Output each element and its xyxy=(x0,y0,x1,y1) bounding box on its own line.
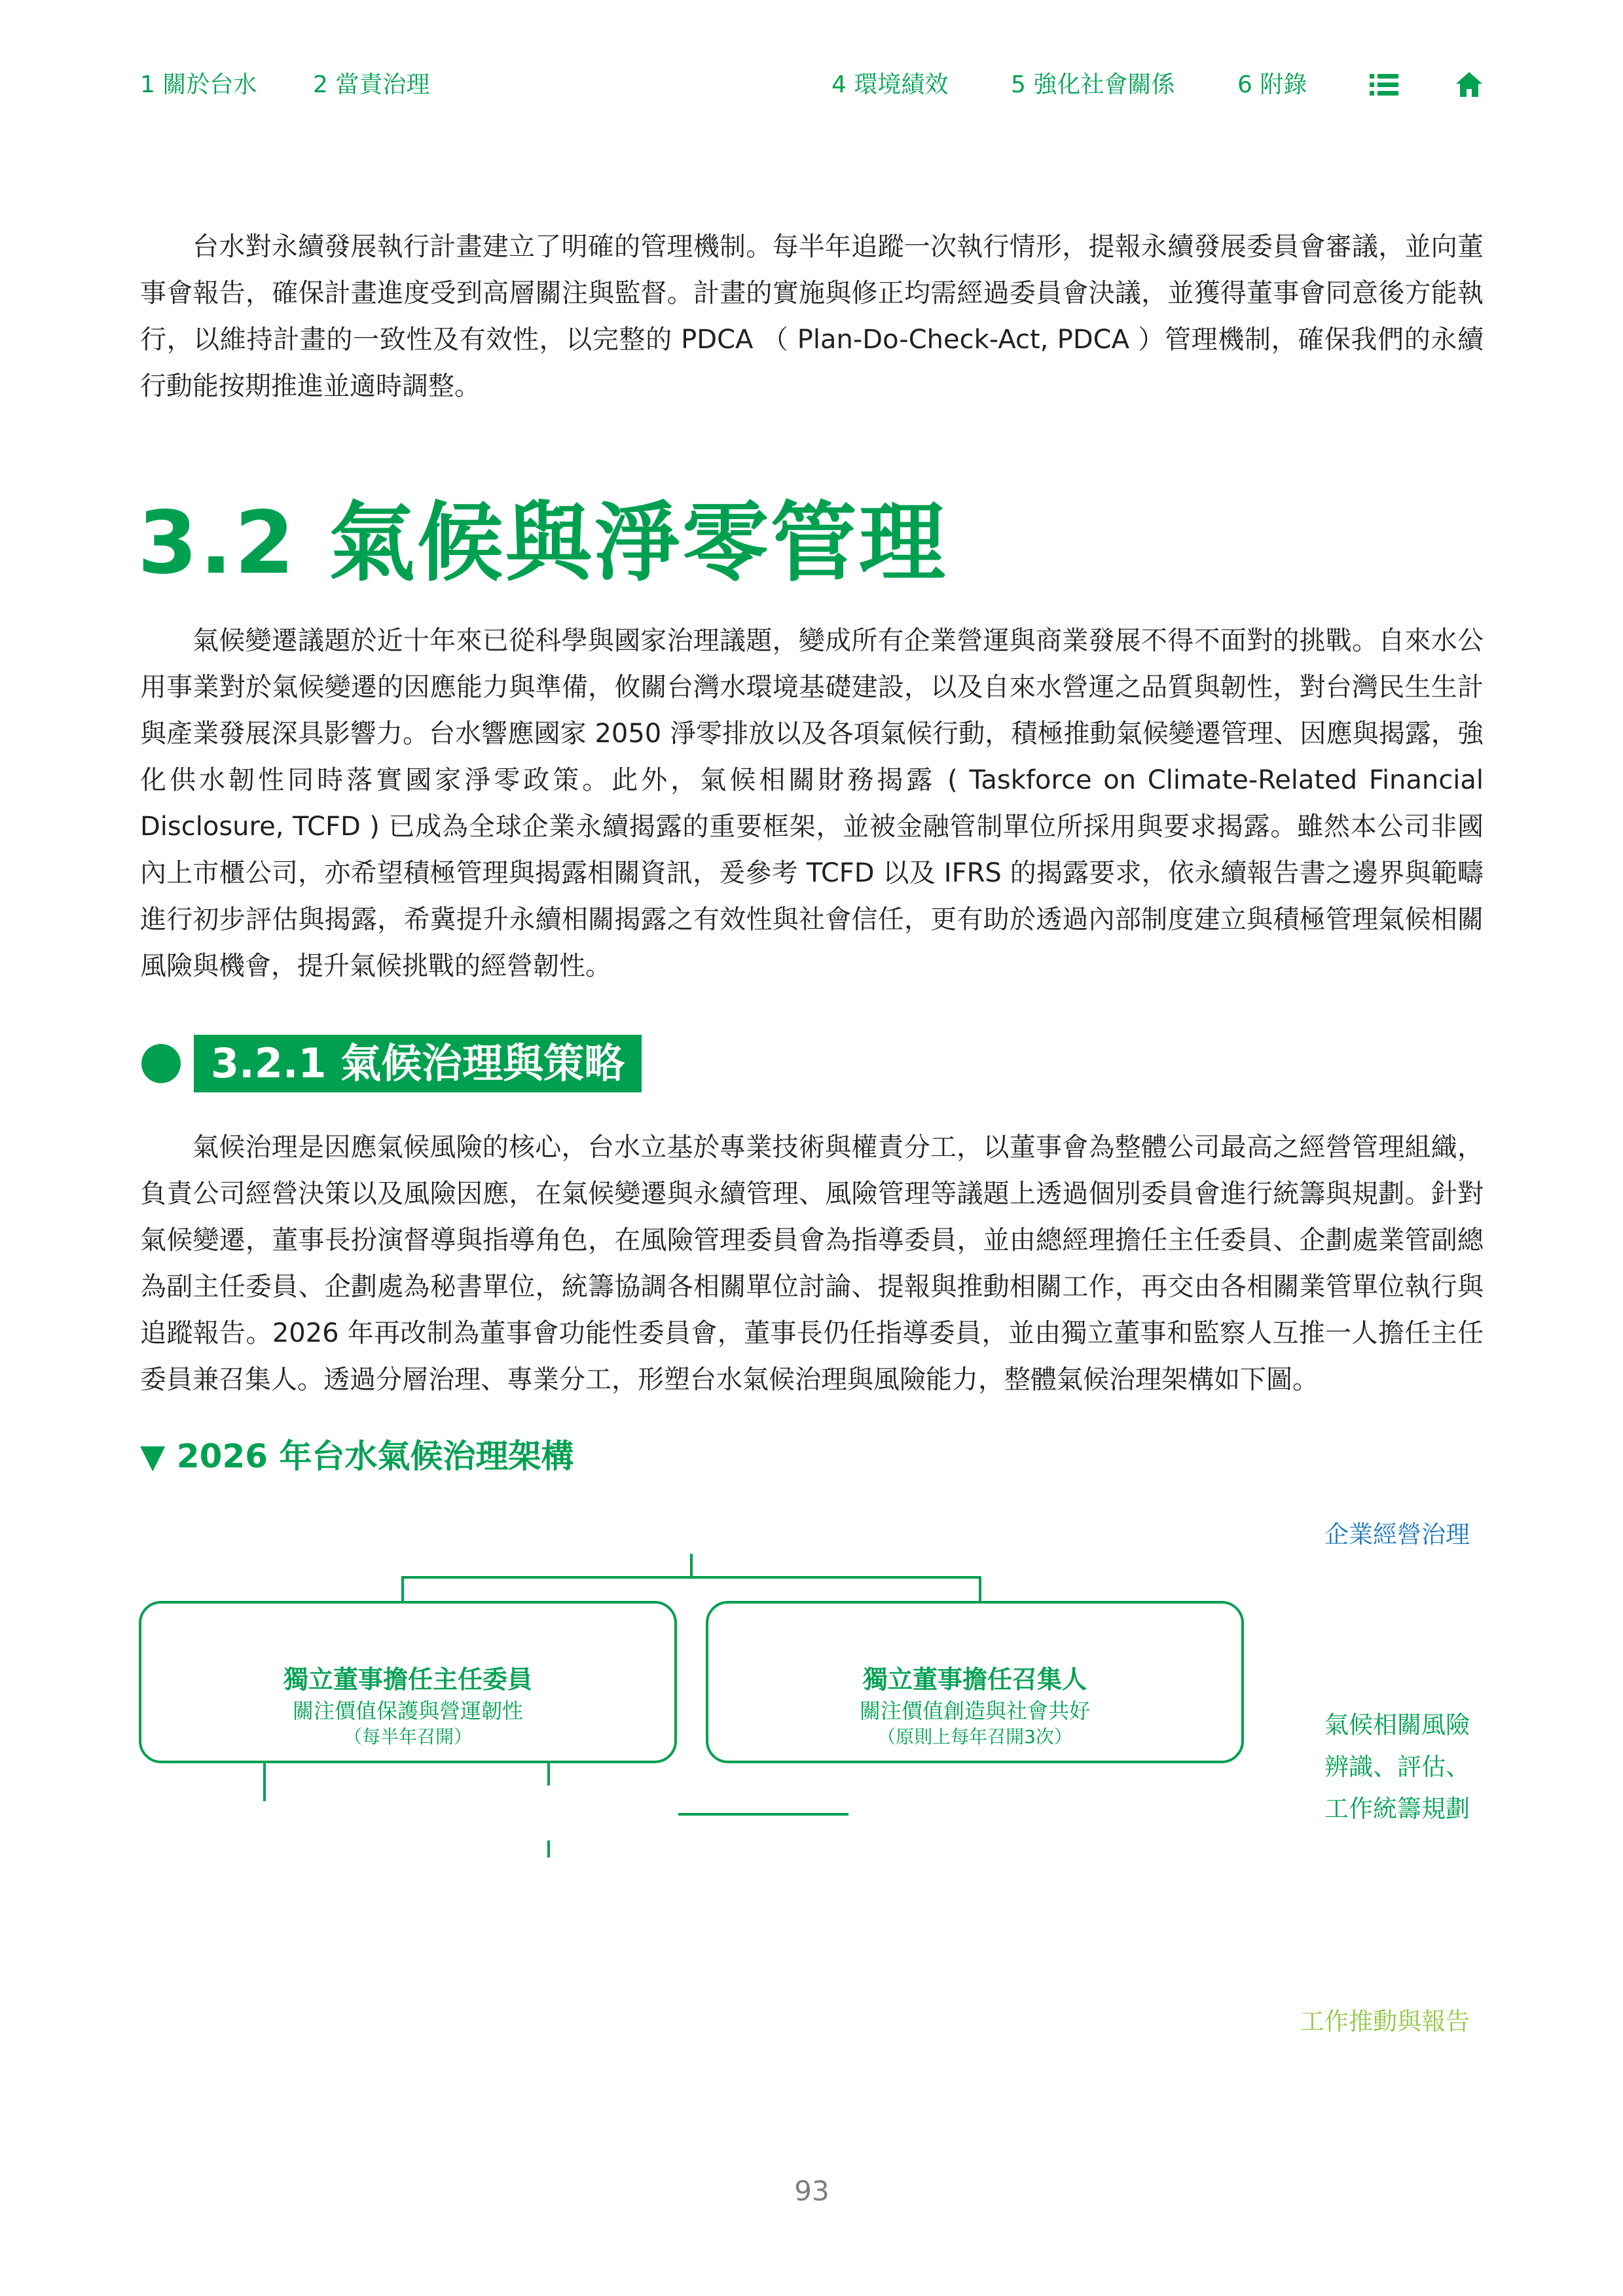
diagram-caption: ▼ 2026 年台水氣候治理架構 xyxy=(140,1437,574,1475)
page-number: 93 xyxy=(794,2175,830,2207)
label-risk-line-1: 氣候相關風險 xyxy=(1324,1711,1470,1739)
home-icon[interactable] xyxy=(1455,71,1484,98)
connector-line xyxy=(547,1759,550,1785)
connector-line xyxy=(678,1813,848,1816)
nav-about[interactable]: 1 關於台水 xyxy=(140,71,257,98)
box-title: 獨立董事擔任主任委員 xyxy=(283,1665,532,1694)
connector-line xyxy=(690,1554,693,1577)
committee-box-chair xyxy=(139,1601,677,1763)
subsection-bullet-icon xyxy=(141,1044,181,1083)
subsection-paragraph: 氣候治理是因應氣候風險的核心，台水立基於專業技術與權責分工，以董事會為整體公司最高之經營管理組織，負責公司經營決策以及風險因應，在氣候變遷與永續管理、風險管理等議題上透過個別委員會進行統籌與規劃。針對氣候變遷，董事長扮演督導與指導角色，在風險管理委員會為指導委員，並由總經理擔任主任委員、企劃處業管副總為副主任委員、企劃處為秘書單位，統籌協調各相關單位討論、提報與推動相關工作，再交由各相關業管單位執行與追蹤報告。2026 年再改制為董事會功能性委員會，董事長仍任指導委員，並由獨立董事和監察人互推一人擔任主任委員兼召集人。透過分層治理、專業分工，形塑台水氣候治理與風險能力，整體氣候治理架構如下圖。 xyxy=(140,1132,1484,1395)
box-frequency: （原則上每年召開3次） xyxy=(877,1726,1072,1748)
connector-line xyxy=(547,1840,550,1857)
box-focus: 關注價值保護與營運韌性 xyxy=(292,1698,523,1723)
committee-box-convener xyxy=(706,1601,1244,1763)
connector-line xyxy=(401,1576,981,1579)
section-title: 3.2 氣候與淨零管理 xyxy=(137,493,947,594)
subsection-title: 3.2.1 氣候治理與策略 xyxy=(194,1035,642,1092)
nav-social[interactable]: 5 強化社會關係 xyxy=(1011,71,1175,98)
nav-governance[interactable]: 2 當責治理 xyxy=(313,71,430,98)
label-corporate-governance: 企業經營治理 xyxy=(1324,1520,1470,1549)
nav-environment[interactable]: 4 環境績效 xyxy=(831,71,949,98)
list-icon[interactable] xyxy=(1370,73,1398,97)
connector-line xyxy=(979,1576,981,1604)
connector-line xyxy=(401,1576,404,1604)
section-paragraph: 氣候變遷議題於近十年來已從科學與國家治理議題，變成所有企業營運與商業發展不得不面對的挑戰。自來水公用事業對於氣候變遷的因應能力與準備，攸關台灣水環境基礎建設，以及自來水營運之品質與韌性，對台灣民生生計與產業發展深具影響力。台水響應國家 2050 淨零排放以及各項氣候行動，積極推動氣候變遷管理、因應與揭露，強化供水韌性同時落實國家淨零政策。此外，氣候相關財務揭露 ( Taskforce on Climate-Related Financial Disclosure, TCFD ) 已成為全球企業永續揭露的重要框架，並被金融管制單位所採用與要求揭露。雖然本公司非國內上市櫃公司，亦希望積極管理與揭露相關資訊，爰參考 TCFD 以及 IFRS 的揭露要求，依永續報告書之邊界與範疇進行初步評估與揭露，希冀提升永續相關揭露之有效性與社會信任，更有助於透過內部制度建立與積極管理氣候相關風險與機會，提升氣候挑戰的經營韌性。 xyxy=(140,626,1484,981)
label-risk-line-3: 工作統籌規劃 xyxy=(1324,1795,1470,1823)
connector-line xyxy=(263,1759,266,1801)
box-title: 獨立董事擔任召集人 xyxy=(862,1665,1087,1694)
nav-appendix[interactable]: 6 附錄 xyxy=(1237,71,1307,98)
label-work-promotion: 工作推動與報告 xyxy=(1300,2007,1470,2036)
intro-paragraph: 台水對永續發展執行計畫建立了明確的管理機制。每半年追蹤一次執行情形，提報永續發展委員會審議，並向董事會報告，確保計畫進度受到高層關注與監督。計畫的實施與修正均需經過委員會決議，並獲得董事會同意後方能執行，以維持計畫的一致性及有效性，以完整的 PDCA （ Plan-Do-Check-Act, PDCA ）管理機制，確保我們的永續行動能按期推進並適時調整。 xyxy=(140,232,1484,401)
box-focus: 關注價值創造與社會共好 xyxy=(859,1698,1090,1723)
label-risk-line-2: 辨識、評估、 xyxy=(1324,1753,1470,1781)
box-frequency: （每半年召開） xyxy=(343,1726,472,1748)
